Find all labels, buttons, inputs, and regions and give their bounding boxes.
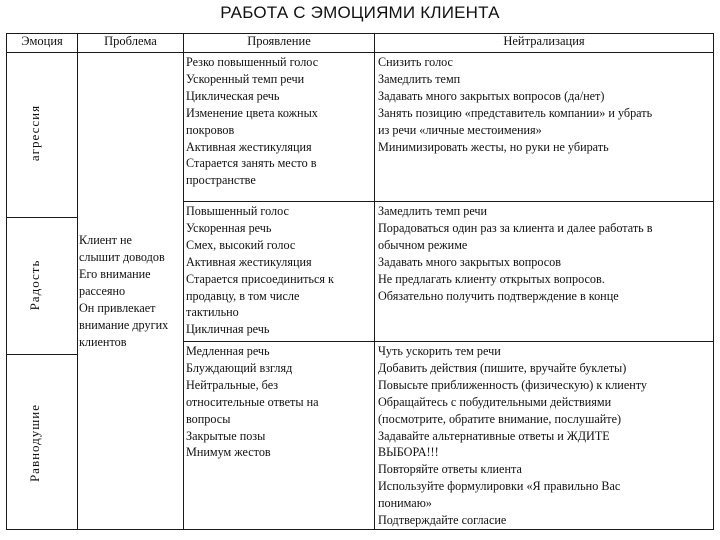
problem-line: клиентов bbox=[79, 335, 127, 349]
manifestation-line: Активная жестикуляция bbox=[186, 139, 312, 154]
table-bottom-border bbox=[6, 529, 714, 530]
manifestation-line: Ускоренный темп речи bbox=[186, 71, 305, 86]
neutralization-line: Задавайте альтернативные ответы и ЖДИТЕ bbox=[378, 428, 610, 443]
neutralization-line: Обращайтесь с побудительными действиями bbox=[378, 394, 612, 409]
table-left-border bbox=[6, 33, 7, 530]
manifestation-cell-joy bbox=[186, 203, 334, 338]
neutralization-line: понимаю» bbox=[378, 496, 432, 511]
problem-line: внимание других bbox=[79, 318, 169, 332]
manifestation-line: Старается присоединиться к bbox=[186, 271, 334, 286]
manifestation-line: Изменение цвета кожных bbox=[186, 105, 318, 120]
neutralization-line: (посмотрите, обратите внимание, послушайте) bbox=[378, 411, 622, 426]
emotion-label-joy: Радость bbox=[27, 259, 42, 311]
problem-cell bbox=[79, 232, 183, 351]
manifestation-column-border bbox=[374, 33, 375, 530]
header-neutralization: Нейтрализация bbox=[503, 34, 585, 48]
header-emotion: Эмоция bbox=[21, 34, 63, 48]
manifestation-line: тактильно bbox=[186, 305, 239, 320]
problem-line: Он привлекает bbox=[79, 301, 156, 315]
neutralization-line: Не предлагать клиенту открытых вопросов. bbox=[378, 271, 605, 286]
manifestation-line: Цикличеcкая речь bbox=[186, 88, 280, 103]
row-divider-2-left bbox=[6, 354, 77, 355]
manifestation-line: Цикличная речь bbox=[186, 322, 270, 337]
row-divider-2-right bbox=[183, 341, 714, 342]
header-problem: Проблема bbox=[104, 34, 157, 48]
problem-column-border bbox=[183, 33, 184, 530]
neutralization-line: Снизить голос bbox=[378, 55, 453, 69]
manifestation-line: Закрытые позы bbox=[186, 428, 266, 443]
neutralization-cell-indifference bbox=[378, 343, 647, 529]
neutralization-line: Минимизировать жесты, но руки не убирать bbox=[378, 139, 609, 154]
neutralization-line: Обязательно получить подтверждение в конце bbox=[378, 288, 619, 303]
manifestation-cell-aggression bbox=[186, 54, 318, 189]
neutralization-cell-aggression bbox=[378, 54, 652, 155]
neutralization-line: Замедлить темп bbox=[378, 71, 461, 86]
problem-line: Его внимание bbox=[79, 267, 151, 281]
manifestation-cell-indifference bbox=[186, 343, 319, 461]
neutralization-line: Задавать много закрытых вопросов bbox=[378, 254, 562, 269]
neutralization-line: Повторяйте ответы клиента bbox=[378, 462, 522, 477]
neutralization-line: из речи «личные местоимения» bbox=[378, 122, 542, 137]
emotion-column-border bbox=[77, 33, 78, 530]
manifestation-line: пространстве bbox=[186, 173, 256, 188]
neutralization-line: Повысьте приближенность (физическую) к клиенту bbox=[378, 377, 648, 392]
emotion-label-aggression: агрессия bbox=[27, 104, 42, 162]
neutralization-line: Замедлить темп речи bbox=[378, 204, 488, 218]
neutralization-line: обычном режиме bbox=[378, 237, 468, 252]
neutralization-line: Порадоваться один раз за клиента и далее работать в bbox=[378, 220, 653, 235]
manifestation-line: продавцу, в том числе bbox=[186, 288, 300, 303]
manifestation-line: Ускоренная речь bbox=[186, 220, 272, 235]
manifestation-line: Старается занять место в bbox=[186, 156, 317, 171]
neutralization-line: Чуть ускорить тем речи bbox=[378, 344, 501, 358]
manifestation-line: Блуждающий взгляд bbox=[186, 360, 293, 375]
neutralization-line: Добавить действия (пишите, вручайте буклеты) bbox=[378, 360, 627, 375]
neutralization-cell-joy bbox=[378, 203, 653, 304]
manifestation-line: Нейтральные, без bbox=[186, 377, 279, 392]
neutralization-line: Используйте формулировки «Я правильно Вас bbox=[378, 479, 621, 494]
manifestation-line: Резко повышенный голос bbox=[186, 55, 319, 69]
manifestation-line: Повышенный голос bbox=[186, 204, 289, 218]
neutralization-line: Занять позицию «представитель компании» и убрать bbox=[378, 105, 653, 120]
row-divider-1-left bbox=[6, 217, 77, 218]
manifestation-line: вопросы bbox=[186, 411, 231, 426]
neutralization-line: Задавать много закрытых вопросов (да/нет) bbox=[378, 88, 605, 103]
table-right-border bbox=[713, 33, 714, 530]
manifestation-line: Медленная речь bbox=[186, 344, 270, 358]
problem-line: слышит доводов bbox=[79, 250, 165, 264]
neutralization-line: ВЫБОРА!!! bbox=[378, 445, 439, 460]
manifestation-line: Активная жестикуляция bbox=[186, 254, 312, 269]
header-manifestation: Проявление bbox=[247, 34, 311, 48]
page-title: РАБОТА С ЭМОЦИЯМИ КЛИЕНТА bbox=[220, 3, 500, 22]
problem-line: рассеяно bbox=[79, 284, 126, 298]
row-divider-1-right bbox=[183, 201, 714, 202]
manifestation-line: относительные ответы на bbox=[186, 394, 319, 409]
header-bottom-border bbox=[6, 52, 714, 53]
manifestation-line: Смех, высокий голос bbox=[186, 237, 296, 252]
problem-line: Клиент не bbox=[79, 233, 132, 247]
emotion-label-indifference: Равнодушие bbox=[27, 403, 42, 483]
manifestation-line: Мнимум жестов bbox=[186, 445, 271, 460]
neutralization-line: Подтверждайте согласие bbox=[378, 513, 507, 528]
manifestation-line: покровов bbox=[186, 122, 235, 137]
